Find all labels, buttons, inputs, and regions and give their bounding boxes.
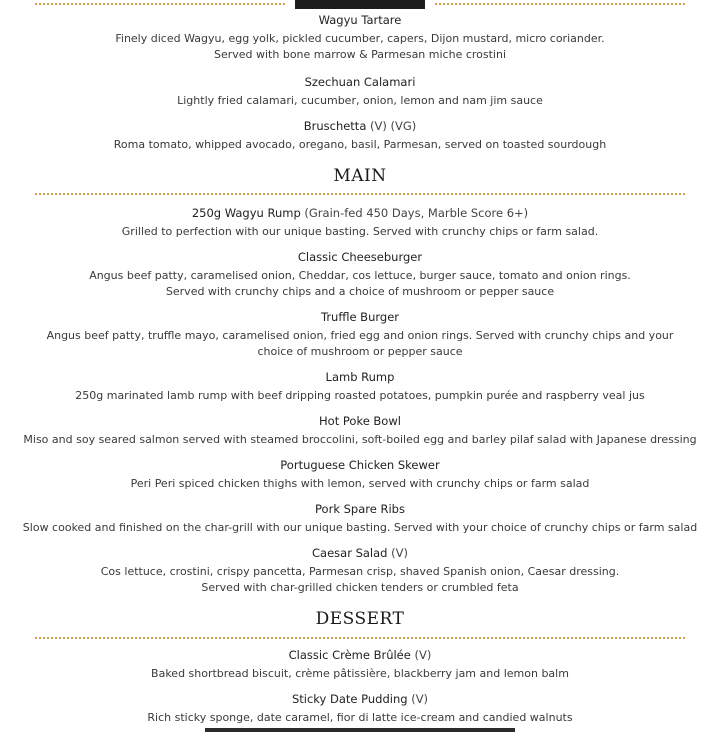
menu-item-truffle-burger bbox=[0, 310, 720, 360]
section-heading-main: MAIN bbox=[333, 166, 387, 186]
item-name: 250g Wagyu Rump (Grain-fed 450 Days, Marble Score 6+) bbox=[191, 206, 529, 220]
menu-item-caesar-salad bbox=[0, 546, 720, 596]
item-description: Angus beef patty, truffle mayo, caramelised onion, fried egg and onion rings. Served with crunchy chips and your choice of mushroom or pepper sauce bbox=[46, 329, 674, 358]
item-description: Finely diced Wagyu, egg yolk, pickled cucumber, capers, Dijon mustard, micro coriander. Served with bone marrow & Parmesan miche crostini bbox=[115, 32, 605, 61]
item-name: Lamb Rump bbox=[325, 370, 395, 384]
item-name: Hot Poke Bowl bbox=[319, 414, 401, 428]
item-name: Bruschetta (V) (VG) bbox=[303, 119, 417, 133]
section-divider bbox=[35, 637, 685, 639]
dietary-tag: (V) bbox=[391, 546, 408, 560]
item-description: Miso and soy seared salmon served with steamed broccolini, soft-boiled egg and barley pilaf salad with Japanese dressing bbox=[23, 433, 697, 446]
item-description: Angus beef patty, caramelised onion, Cheddar, cos lettuce, burger sauce, tomato and onion rings. Served with crunchy chips and a choice of mushroom or pepper sauce bbox=[89, 269, 631, 298]
item-description: 250g marinated lamb rump with beef dripping roasted potatoes, pumpkin purée and raspberry veal jus bbox=[75, 389, 645, 402]
item-description: Cos lettuce, crostini, crispy pancetta, Parmesan crisp, shaved Spanish onion, Caesar dressing. Served with char-grilled chicken tenders or crumbled feta bbox=[100, 565, 620, 594]
menu-item-szechuan-calamari bbox=[0, 75, 720, 109]
menu-item-pork-spare-ribs bbox=[0, 502, 720, 536]
item-name: Caesar Salad (V) bbox=[312, 546, 408, 560]
section-heading-dessert: DESSERT bbox=[315, 609, 405, 629]
item-name: Sticky Date Pudding (V) bbox=[291, 692, 429, 706]
divider-top-left bbox=[35, 3, 285, 5]
dietary-tag: (V) bbox=[411, 692, 429, 706]
item-name: Classic Cheeseburger bbox=[297, 250, 423, 264]
item-name: Portuguese Chicken Skewer bbox=[280, 458, 440, 472]
menu-item-hot-poke-bowl bbox=[0, 414, 720, 448]
dietary-tag: (V) (VG) bbox=[370, 119, 417, 133]
item-description: Rich sticky sponge, date caramel, fior di latte ice-cream and candied walnuts bbox=[147, 711, 573, 724]
menu-item-lamb-rump bbox=[0, 370, 720, 404]
menu-item-sticky-date-pudding bbox=[0, 692, 720, 726]
item-description: Grilled to perfection with our unique basting. Served with crunchy chips or farm salad. bbox=[121, 225, 599, 238]
item-name: Truffle Burger bbox=[320, 310, 399, 324]
item-name: Wagyu Tartare bbox=[318, 13, 402, 27]
menu-item-portuguese-chicken-skewer bbox=[0, 458, 720, 492]
menu-item-wagyu-tartare bbox=[0, 13, 720, 63]
bottom-edge-band bbox=[205, 728, 515, 732]
menu-item-classic-cheeseburger bbox=[0, 250, 720, 300]
item-name: Pork Spare Ribs bbox=[315, 502, 405, 516]
item-description: Baked shortbread biscuit, crème pâtissière, blackberry jam and lemon balm bbox=[151, 667, 569, 680]
item-name: Classic Crème Brûlée (V) bbox=[288, 648, 432, 662]
item-description: Slow cooked and finished on the char-grill with our unique basting. Served with your choice of crunchy chips or farm salad bbox=[22, 521, 698, 534]
item-note: (Grain-fed 450 Days, Marble Score 6+) bbox=[304, 206, 529, 220]
item-name: Szechuan Calamari bbox=[304, 75, 416, 89]
section-divider bbox=[35, 193, 685, 195]
menu-item-bruschetta bbox=[0, 119, 720, 153]
divider-top-right bbox=[435, 3, 685, 5]
menu-item-wagyu-rump bbox=[0, 206, 720, 240]
item-description: Peri Peri spiced chicken thighs with lemon, served with crunchy chips or farm salad bbox=[130, 477, 590, 490]
item-description: Lightly fried calamari, cucumber, onion, lemon and nam jim sauce bbox=[177, 94, 543, 107]
top-header-band bbox=[295, 0, 425, 9]
dietary-tag: (V) bbox=[414, 648, 432, 662]
item-description: Roma tomato, whipped avocado, oregano, basil, Parmesan, served on toasted sourdough bbox=[113, 138, 607, 151]
menu-item-creme-brulee bbox=[0, 648, 720, 682]
